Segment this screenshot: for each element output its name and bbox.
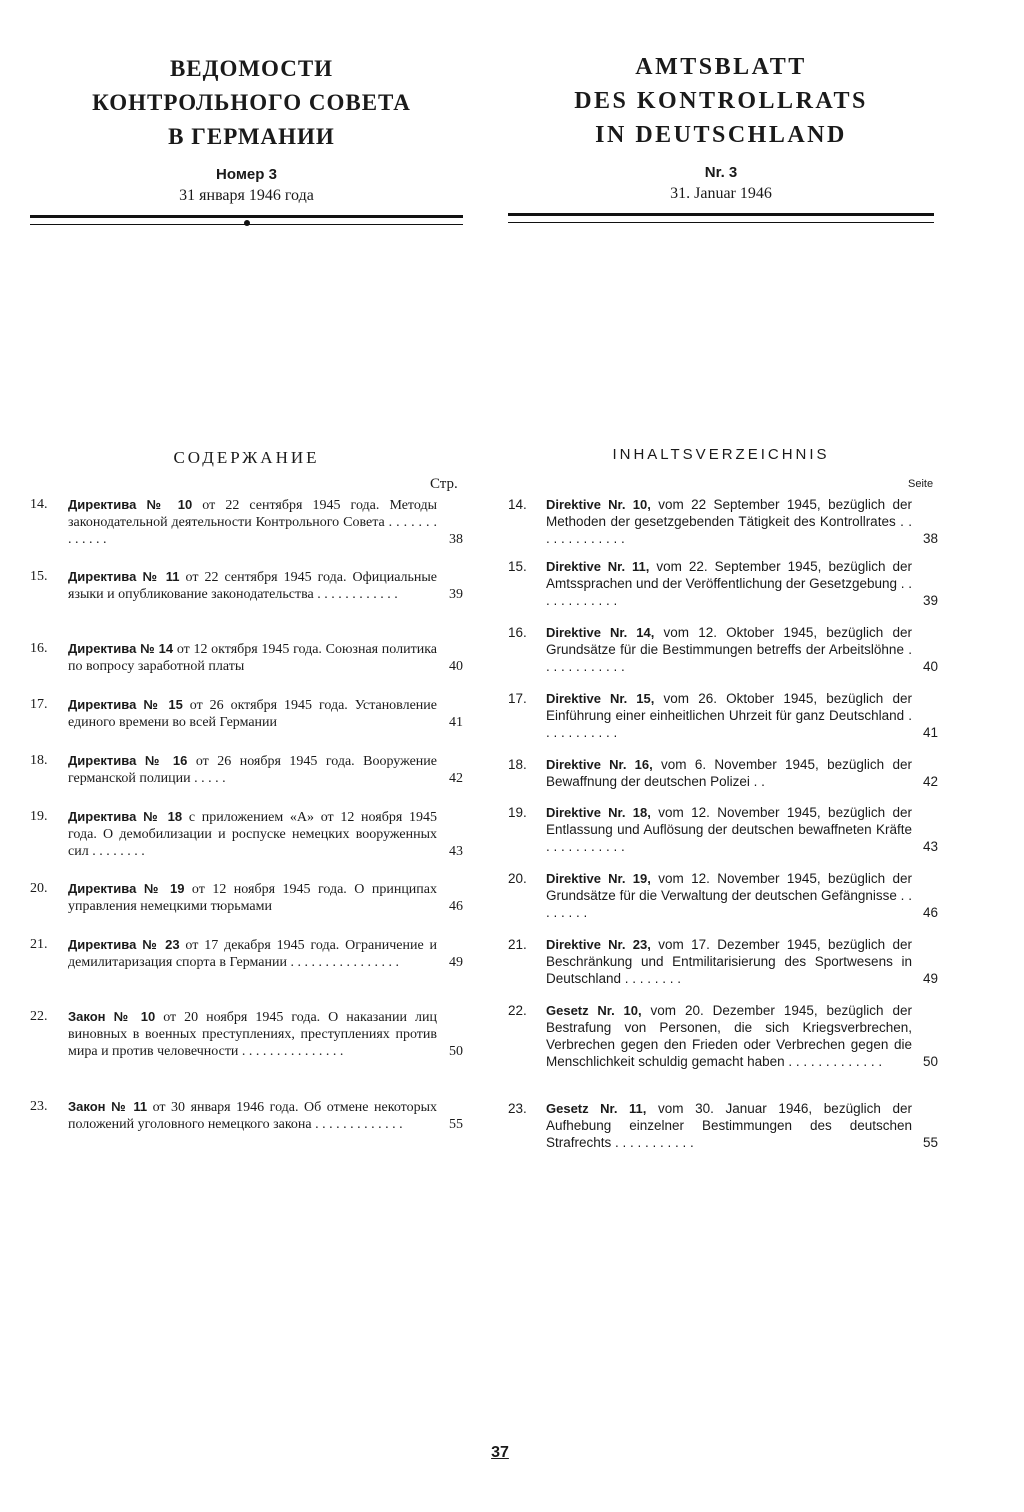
masthead-rule [508,213,934,223]
rule-dot [244,220,250,226]
masthead-title-russian: ВЕДОМОСТИ КОНТРОЛЬНОГО СОВЕТА В ГЕРМАНИИ [92,56,411,149]
toc-entry-de-17: 17. Direktive Nr. 15, vom 26. Oktober 1945, bezüglich der Einführung einer einheitlichen Uhrzeit für ganz Deutschland . . . . . . . . . . . 41 [508,691,938,740]
toc-entry-ru-18: 18. Директива № 16 от 26 ноября 1945 года. Вооружение германской полиции . . . . . 42 [30,753,463,786]
page-number: 37 [491,1444,509,1461]
masthead-title-german: AMTSBLATT DES KONTROLLRATS IN DEUTSCHLAND [574,54,868,148]
toc-entry-ru-22: 22. Закон № 10 от 20 ноября 1945 года. О наказании лиц виновных в военных преступлениях, преступлениях против мира и против человечности . . . . . . . . . . . . . . . 50 [30,1009,463,1059]
toc-entry-ru-17: 17. Директива № 15 от 26 октября 1945 года. Установление единого времени во всей Германии 41 [30,697,463,730]
toc-entry-de-15: 15. Direktive Nr. 11, vom 22. September 1945, bezüglich der Amtssprachen und der Veröffentlichung der Gesetzgebung . . . . . . . . . . . . 39 [508,559,938,608]
toc-entry-ru-19: 19. Директива № 18 с приложением «А» от 12 ноября 1945 года. О демобилизации и роспуске немецких вооруженных сил . . . . . . . . 43 [30,809,463,859]
toc-entry-de-21: 21. Direktive Nr. 23, vom 17. Dezember 1945, bezüglich der Beschränkung und Entmilitarisierung des Sportwesens in Deutschland . . . . . . . . 49 [508,937,938,986]
masthead-german [508,50,934,223]
toc-heading-russian: СОДЕРЖАНИЕ [173,448,320,467]
toc-entry-ru-21: 21. Директива № 23 от 17 декабря 1945 года. Ограничение и демилитаризация спорта в Германии . . . . . . . . . . . . . . . . 49 [30,937,463,970]
page-column-label-russian: Стр. [430,476,458,492]
issue-number-russian: Номер 3 [216,166,277,183]
toc-entry-ru-16: 16. Директива № 14 от 12 октября 1945 года. Союзная политика по вопросу заработной платы 40 [30,641,463,674]
masthead-rule [30,215,463,225]
toc-entry-de-22: 22. Gesetz Nr. 10, vom 20. Dezember 1945, bezüglich der Bestrafung von Personen, die sich Kriegsverbrechen, Verbrechen gegen den Frieden oder Verbrechen gegen die Menschlichkeit schuldig gemacht haben . . . . . . . . . . . . . 50 [508,1003,938,1069]
issue-date-russian: 31 января 1946 года [179,187,314,204]
toc-entry-de-14: 14. Direktive Nr. 10, vom 22 September 1945, bezüglich der Methoden der gesetzgebenden Tätigkeit des Kontrollrates . . . . . . . . . . . . . 38 [508,497,938,546]
toc-heading-german: INHALTSVERZEICHNIS [612,446,830,463]
toc-entry-de-18: 18. Direktive Nr. 16, vom 6. November 1945, bezüglich der Bewaffnung der deutschen Polizei . . 42 [508,757,938,789]
toc-entry-ru-15: 15. Директива № 11 от 22 сентября 1945 года. Официальные языки и опубликование законодательства . . . . . . . . . . . . 39 [30,569,463,602]
toc-entry-de-23: 23. Gesetz Nr. 11, vom 30. Januar 1946, bezüglich der Aufhebung einzelner Bestimmungen des deutschen Strafrechts . . . . . . . . . . . 55 [508,1101,938,1150]
page-column-label-german: Seite [908,478,934,490]
toc-entry-de-19: 19. Direktive Nr. 18, vom 12. November 1945, bezüglich der Entlassung und Auflösung der deutschen bewaffneten Kräfte . . . . . . . . . . . 43 [508,805,938,854]
toc-entry-ru-23: 23. Закон № 11 от 30 января 1946 года. Об отмене некоторых положений уголовного немецкого закона . . . . . . . . . . . . . 55 [30,1099,463,1132]
issue-number-german: Nr. 3 [704,164,738,181]
toc-entry-ru-14: 14. Директива № 10 от 22 сентября 1945 года. Методы законодательной деятельности Контрольного Совета . . . . . . . . . . . . . 38 [30,497,463,547]
toc-entry-de-16: 16. Direktive Nr. 14, vom 12. Oktober 1945, bezüglich der Grundsätze für die Bestimmungen betreffs der Arbeitslöhne . . . . . . . . . . . . 40 [508,625,938,674]
issue-date-german: 31. Januar 1946 [670,185,772,202]
masthead-russian [30,52,463,225]
toc-entry-ru-20: 20. Директива № 19 от 12 ноября 1945 года. О принципах управления немецкими тюрьмами 46 [30,881,463,914]
toc-entry-de-20: 20. Direktive Nr. 19, vom 12. November 1945, bezüglich der Grundsätze für die Verwaltung der deutschen Gefängnisse . . . . . . . . 46 [508,871,938,920]
